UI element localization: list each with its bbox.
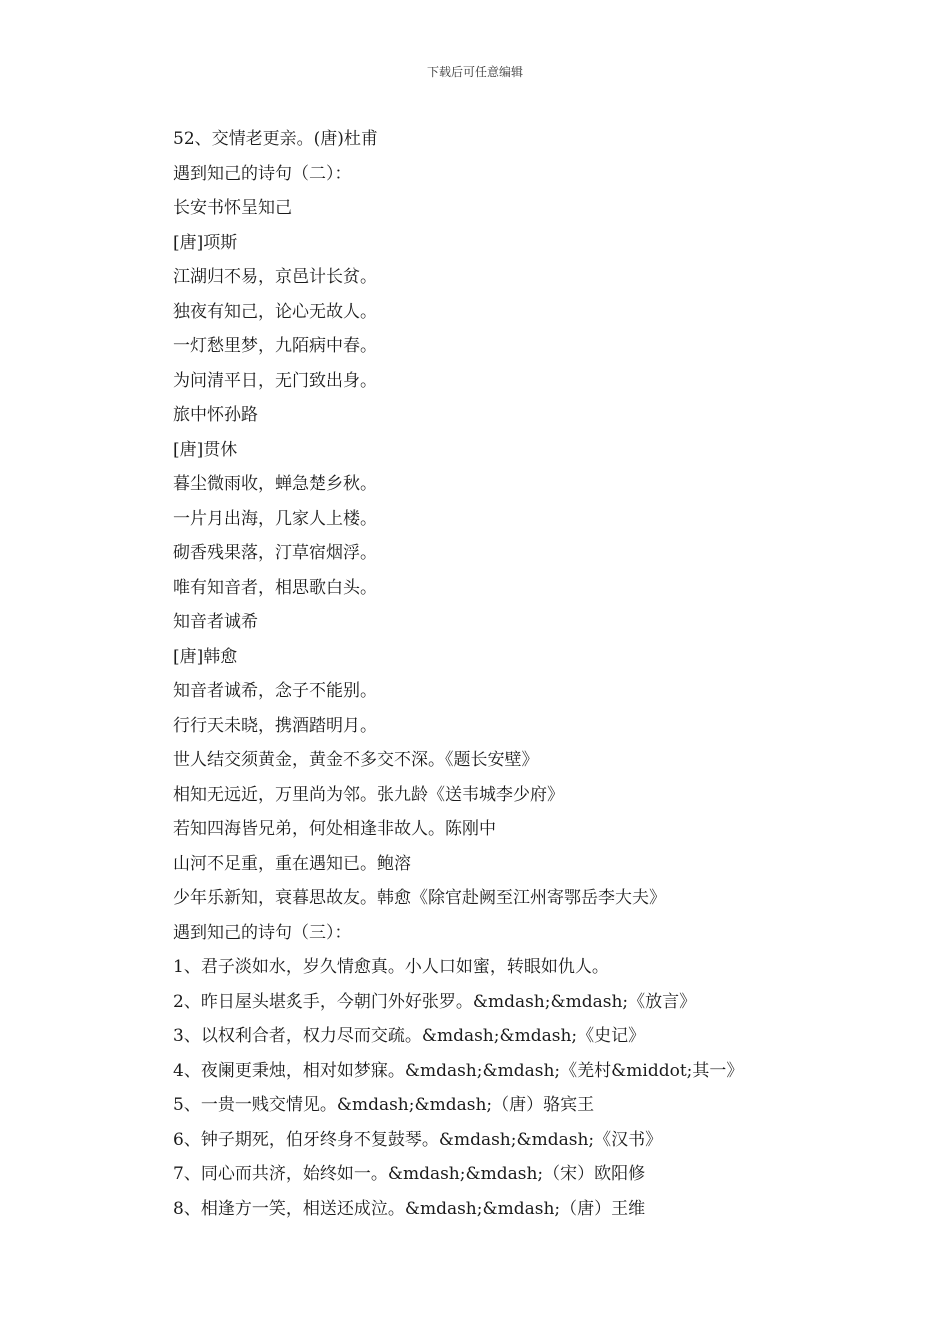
poem-line: 一灯愁里梦，九陌病中春。 <box>173 336 377 356</box>
list-item: 5、一贵一贱交情见。&mdash;&mdash;（唐）骆宾王 <box>173 1095 595 1115</box>
quote-line: 若知四海皆兄弟，何处相逢非故人。陈刚中 <box>173 819 496 839</box>
list-item: 6、钟子期死，伯牙终身不复鼓琴。&mdash;&mdash;《汉书》 <box>173 1129 663 1150</box>
page-header: 下载后可任意编辑 <box>426 65 523 79</box>
quote-line: 世人结交须黄金，黄金不多交不深。《题长安壁》 <box>173 750 539 770</box>
poem-author: [唐]项斯 <box>173 232 238 253</box>
list-item: 8、相逢方一笑，相送还成泣。&mdash;&mdash;（唐）王维 <box>173 1198 646 1219</box>
list-item: 3、以权利合者，权力尽而交疏。&mdash;&mdash;《史记》 <box>173 1026 646 1046</box>
poem-title: 旅中怀孙路 <box>173 405 258 425</box>
section-heading: 遇到知己的诗句（三）： <box>173 922 352 943</box>
poem-line: 行行天未晓，携酒踏明月。 <box>173 715 377 736</box>
poem-line: 一片月出海，几家人上楼。 <box>173 508 377 529</box>
poem-line: 独夜有知己，论心无故人。 <box>173 301 377 322</box>
list-item: 1、君子淡如水，岁久情愈真。小人口如蜜，转眼如仇人。 <box>173 957 609 977</box>
poem-line: 为问清平日，无门致出身。 <box>173 370 377 391</box>
poem-title: 知音者诚希 <box>173 612 258 632</box>
list-item: 4、夜阑更秉烛，相对如梦寐。&mdash;&mdash;《羌村&middot;其一》 <box>173 1060 744 1081</box>
poem-author: [唐]贯休 <box>173 439 238 460</box>
poem-line: 知音者诚希，念子不能别。 <box>173 681 377 701</box>
poem-line: 唯有知音者，相思歌白头。 <box>173 577 377 598</box>
quote-line: 山河不足重，重在遇知已。鲍溶 <box>173 853 411 874</box>
poem-title: 长安书怀呈知己 <box>173 198 292 218</box>
poem-line: 江湖归不易，京邑计长贫。 <box>173 267 377 287</box>
quote-line: 少年乐新知，衰暮思故友。韩愈《除官赴阙至江州寄鄂岳李大夫》 <box>173 888 666 908</box>
poem-line: 暮尘微雨收，蝉急楚乡秋。 <box>173 474 377 494</box>
document-body <box>173 122 893 1226</box>
text-line: 52、交情老更亲。(唐)杜甫 <box>173 129 378 149</box>
poem-author: [唐]韩愈 <box>173 646 238 667</box>
section-heading: 遇到知己的诗句（二）： <box>173 163 352 184</box>
quote-line: 相知无远近，万里尚为邻。张九龄《送韦城李少府》 <box>173 784 564 805</box>
poem-line: 砌香残果落，汀草宿烟浮。 <box>173 543 377 563</box>
list-item: 2、昨日屋头堪炙手，今朝门外好张罗。&mdash;&mdash;《放言》 <box>173 991 697 1012</box>
list-item: 7、同心而共济，始终如一。&mdash;&mdash;（宋）欧阳修 <box>173 1164 646 1184</box>
